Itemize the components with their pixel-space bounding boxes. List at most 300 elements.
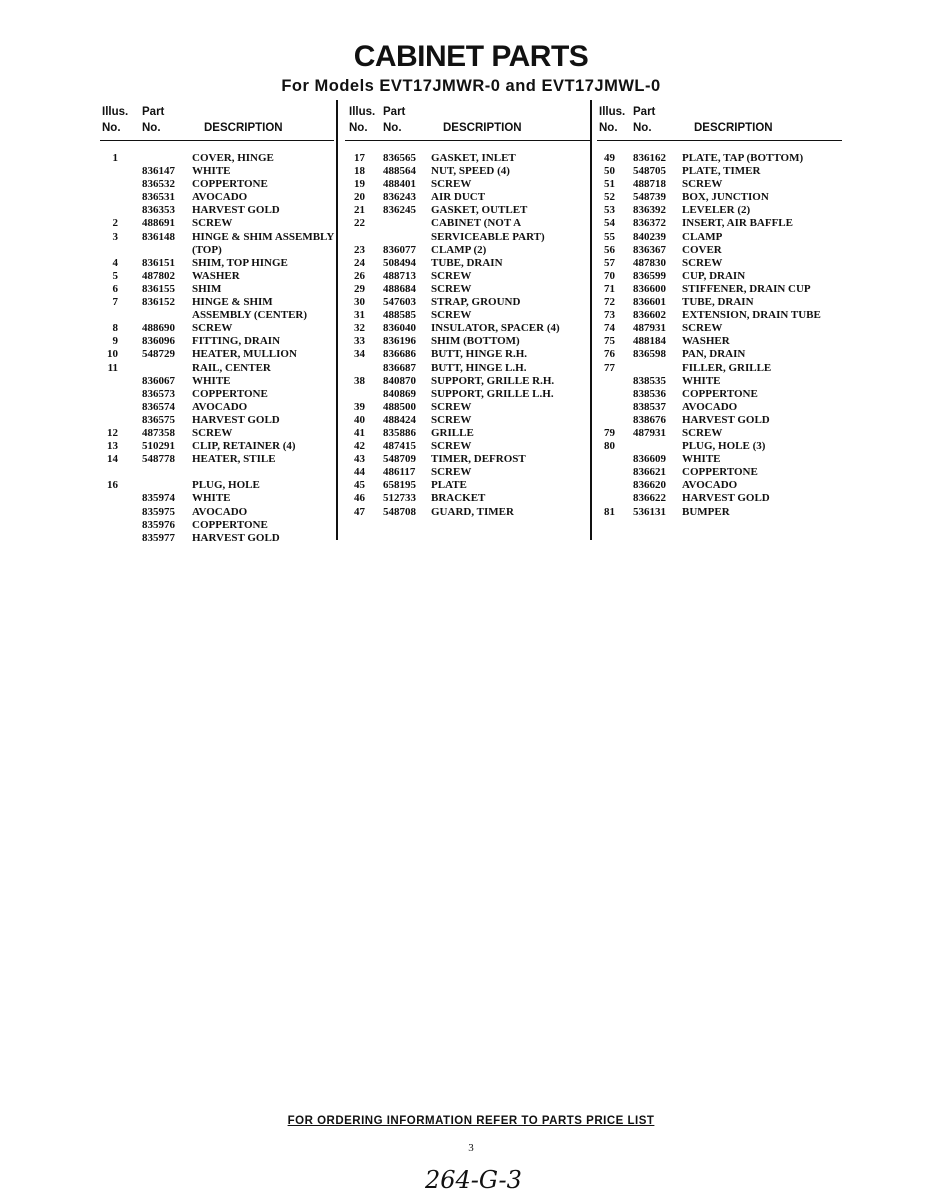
header-description: DESCRIPTION — [443, 122, 522, 134]
illus-no: 19 — [354, 178, 365, 191]
description: SCREW — [431, 440, 472, 453]
part-no: 836609 — [633, 453, 666, 466]
description: PAN, DRAIN — [682, 348, 746, 361]
part-no: 548739 — [633, 191, 666, 204]
table-row — [597, 427, 842, 440]
part-no: 548705 — [633, 165, 666, 178]
illus-no: 16 — [107, 479, 118, 492]
illus-no: 50 — [604, 165, 615, 178]
description: SCREW — [682, 322, 723, 335]
part-no: 512733 — [383, 492, 416, 505]
table-row — [100, 283, 334, 296]
table-row — [345, 191, 590, 204]
illus-no: 24 — [354, 256, 365, 269]
illus-no: 21 — [354, 204, 365, 217]
part-no: 836353 — [142, 204, 175, 217]
table-row — [345, 309, 590, 322]
part-no: 836600 — [633, 282, 666, 295]
description: HINGE & SHIM — [192, 296, 273, 309]
part-no: 548778 — [142, 453, 175, 466]
header-illus: Illus. — [599, 106, 626, 118]
header-part-no: No. — [633, 122, 652, 134]
table-row — [597, 178, 842, 191]
illus-no: 32 — [354, 322, 365, 335]
description: NUT, SPEED (4) — [431, 165, 510, 178]
illus-no: 45 — [354, 479, 365, 492]
table-row — [100, 231, 334, 244]
table-row — [597, 506, 842, 519]
table-row — [597, 388, 842, 401]
part-no: 488690 — [142, 322, 175, 335]
part-no: 835976 — [142, 518, 175, 531]
illus-no: 12 — [107, 426, 118, 439]
description: GRILLE — [431, 426, 474, 439]
table-row — [100, 453, 334, 466]
table-row — [100, 375, 334, 388]
part-no: 488564 — [383, 165, 416, 178]
header-part: Part — [633, 106, 656, 118]
part-no: 836147 — [142, 165, 175, 178]
part-no: 836574 — [142, 400, 175, 413]
part-no: 488684 — [383, 282, 416, 295]
description: AIR DUCT — [431, 191, 486, 204]
column-header — [597, 106, 842, 141]
description: SUPPORT, GRILLE R.H. — [431, 374, 555, 387]
part-no: 836077 — [383, 243, 416, 256]
description: WHITE — [192, 374, 231, 387]
description: AVOCADO — [192, 505, 248, 518]
table-row — [597, 231, 842, 244]
description: INSULATOR, SPACER (4) — [431, 322, 560, 335]
table-row — [100, 519, 334, 532]
header-illus: Illus. — [349, 106, 376, 118]
column-header — [100, 106, 334, 141]
header-part-no: No. — [383, 122, 402, 134]
illus-no: 20 — [354, 191, 365, 204]
table-row — [345, 231, 590, 244]
description: AVOCADO — [682, 400, 738, 413]
description: CLAMP (2) — [431, 243, 487, 256]
illus-no: 80 — [604, 440, 615, 453]
part-no: 836687 — [383, 361, 416, 374]
table-row — [345, 414, 590, 427]
table-row — [345, 178, 590, 191]
table-row — [345, 244, 590, 257]
illus-no: 52 — [604, 191, 615, 204]
table-row — [597, 204, 842, 217]
description: GASKET, OUTLET — [431, 204, 528, 217]
description: WHITE — [192, 492, 231, 505]
description: BUTT, HINGE L.H. — [431, 361, 527, 374]
description: CUP, DRAIN — [682, 269, 746, 282]
part-no: 840239 — [633, 230, 666, 243]
illus-no: 8 — [112, 322, 118, 335]
illus-no: 17 — [354, 152, 365, 164]
table-row — [345, 401, 590, 414]
part-no: 836367 — [633, 243, 666, 256]
header-illus-no: No. — [349, 122, 368, 134]
table-row — [100, 388, 334, 401]
illus-no: 5 — [112, 269, 118, 282]
description: SCREW — [431, 413, 472, 426]
illus-no: 38 — [354, 374, 365, 387]
part-no: 840870 — [383, 374, 416, 387]
description: COVER, HINGE — [192, 152, 274, 164]
description: COVER — [682, 243, 722, 256]
illus-no: 26 — [354, 269, 365, 282]
table-row — [345, 362, 590, 375]
table-row — [345, 165, 590, 178]
illus-no: 34 — [354, 348, 365, 361]
description: EXTENSION, DRAIN TUBE — [682, 309, 821, 322]
table-row — [345, 506, 590, 519]
table-row — [345, 217, 590, 230]
illus-no: 77 — [604, 361, 615, 374]
part-no: 487358 — [142, 426, 175, 439]
page-title: CABINET PARTS — [353, 40, 589, 73]
part-no: 488424 — [383, 413, 416, 426]
part-no: 836372 — [633, 217, 666, 230]
table-row — [597, 217, 842, 230]
part-no: 836162 — [633, 152, 666, 164]
table-row — [100, 362, 334, 375]
description: SCREW — [192, 322, 233, 335]
description: PLATE — [431, 479, 467, 492]
table-row — [597, 362, 842, 375]
part-no: 488691 — [142, 217, 175, 230]
illus-no: 9 — [112, 335, 118, 348]
part-no: 836245 — [383, 204, 416, 217]
illus-no: 74 — [604, 322, 615, 335]
description: SCREW — [682, 426, 723, 439]
illus-no: 18 — [354, 165, 365, 178]
illus-no: 57 — [604, 256, 615, 269]
part-no: 836622 — [633, 492, 666, 505]
part-no: 840869 — [383, 387, 416, 400]
part-no: 487931 — [633, 322, 666, 335]
header-part: Part — [383, 106, 406, 118]
description: TUBE, DRAIN — [431, 256, 503, 269]
illus-no: 41 — [354, 426, 365, 439]
table-row — [100, 479, 334, 492]
table-row — [100, 427, 334, 440]
illus-no: 51 — [604, 178, 615, 191]
table-row — [100, 152, 334, 165]
page-number: 3 — [468, 1142, 474, 1154]
description: BUTT, HINGE R.H. — [431, 348, 528, 361]
illus-no: 23 — [354, 243, 365, 256]
part-no: 486117 — [383, 466, 416, 479]
part-no: 658195 — [383, 479, 416, 492]
table-row — [100, 244, 334, 257]
description: SCREW — [431, 269, 472, 282]
description: SUPPORT, GRILLE L.H. — [431, 387, 554, 400]
description: LEVELER (2) — [682, 204, 751, 217]
illus-no: 22 — [354, 217, 365, 230]
part-no: 838536 — [633, 387, 666, 400]
description: STRAP, GROUND — [431, 296, 521, 309]
table-row — [100, 270, 334, 283]
description: SCREW — [431, 400, 472, 413]
part-no: 488500 — [383, 400, 416, 413]
parts-column-3 — [597, 106, 842, 519]
description: FILLER, GRILLE — [682, 361, 772, 374]
table-row — [597, 165, 842, 178]
illus-no: 75 — [604, 335, 615, 348]
part-no: 836155 — [142, 282, 175, 295]
description: HARVEST GOLD — [192, 204, 280, 217]
table-row — [345, 427, 590, 440]
illus-no: 76 — [604, 348, 615, 361]
part-no: 836575 — [142, 413, 175, 426]
part-no: 548709 — [383, 453, 416, 466]
illus-no: 14 — [107, 453, 118, 466]
table-row — [597, 152, 842, 165]
part-no: 836148 — [142, 230, 175, 243]
description: CLIP, RETAINER (4) — [192, 440, 296, 453]
table-row — [597, 191, 842, 204]
column-divider — [336, 100, 338, 540]
illus-no: 55 — [604, 230, 615, 243]
table-row — [597, 309, 842, 322]
description: COPPERTONE — [682, 387, 758, 400]
description: COPPERTONE — [192, 387, 268, 400]
part-no: 488184 — [633, 335, 666, 348]
description: AVOCADO — [682, 479, 738, 492]
table-row — [100, 348, 334, 361]
part-no: 508494 — [383, 256, 416, 269]
table-row — [100, 532, 334, 545]
description: HARVEST GOLD — [682, 413, 770, 426]
description: ASSEMBLY (CENTER) — [192, 309, 308, 322]
table-row — [345, 453, 590, 466]
description: WHITE — [192, 165, 231, 178]
parts-column-1 — [100, 106, 334, 545]
column-divider — [590, 100, 592, 540]
description: HEATER, MULLION — [192, 348, 297, 361]
part-no: 836686 — [383, 348, 416, 361]
part-no: 836602 — [633, 309, 666, 322]
description: SCREW — [192, 217, 233, 230]
part-no: 836392 — [633, 204, 666, 217]
illus-no: 43 — [354, 453, 365, 466]
table-row — [100, 401, 334, 414]
description: GUARD, TIMER — [431, 505, 514, 518]
description: WHITE — [682, 453, 721, 466]
illus-no: 73 — [604, 309, 615, 322]
part-no: 510291 — [142, 440, 175, 453]
table-row — [345, 479, 590, 492]
description: TIMER, DEFROST — [431, 453, 526, 466]
parts-column-2 — [345, 106, 590, 519]
table-row — [597, 401, 842, 414]
part-no: 836151 — [142, 256, 175, 269]
part-no: 836531 — [142, 191, 175, 204]
table-row — [597, 322, 842, 335]
table-row — [597, 466, 842, 479]
header-illus-no: No. — [102, 122, 121, 134]
illus-no: 33 — [354, 335, 365, 348]
handwritten-code: 264-G-3 — [425, 1166, 522, 1194]
description: COPPERTONE — [192, 518, 268, 531]
illus-no: 49 — [604, 152, 615, 164]
table-row — [345, 270, 590, 283]
table-row — [597, 335, 842, 348]
part-no: 488401 — [383, 178, 416, 191]
illus-no: 30 — [354, 296, 365, 309]
part-no: 836152 — [142, 296, 175, 309]
part-no: 836040 — [383, 322, 416, 335]
description: SHIM, TOP HINGE — [192, 256, 288, 269]
description: WHITE — [682, 374, 721, 387]
description: BUMPER — [682, 505, 730, 518]
part-no: 548729 — [142, 348, 175, 361]
part-no: 836573 — [142, 387, 175, 400]
illus-no: 71 — [604, 282, 615, 295]
illus-no: 81 — [604, 505, 615, 518]
table-row — [345, 375, 590, 388]
ordering-note — [0, 1115, 942, 1127]
header-part: Part — [142, 106, 165, 118]
illus-no: 11 — [107, 361, 118, 374]
description: INSERT, AIR BAFFLE — [682, 217, 793, 230]
illus-no: 2 — [112, 217, 118, 230]
illus-no: 56 — [604, 243, 615, 256]
description: COPPERTONE — [682, 466, 758, 479]
table-row — [100, 178, 334, 191]
description: HEATER, STILE — [192, 453, 276, 466]
description: PLUG, HOLE — [192, 479, 260, 492]
table-row — [100, 217, 334, 230]
description: SCREW — [431, 309, 472, 322]
part-no: 836532 — [142, 178, 175, 191]
table-row — [100, 335, 334, 348]
part-no: 836598 — [633, 348, 666, 361]
table-row — [345, 335, 590, 348]
illus-no: 42 — [354, 440, 365, 453]
description: SCREW — [431, 178, 472, 191]
table-row — [345, 257, 590, 270]
illus-no: 47 — [354, 505, 365, 518]
description: BRACKET — [431, 492, 486, 505]
part-no: 836067 — [142, 374, 175, 387]
description: SHIM — [192, 282, 222, 295]
table-row — [597, 244, 842, 257]
part-no: 487802 — [142, 269, 175, 282]
part-no: 836620 — [633, 479, 666, 492]
description: AVOCADO — [192, 400, 248, 413]
description: WASHER — [192, 269, 240, 282]
part-no: 488585 — [383, 309, 416, 322]
part-no: 835886 — [383, 426, 416, 439]
description: SCREW — [431, 466, 472, 479]
illus-no: 70 — [604, 269, 615, 282]
description: GASKET, INLET — [431, 152, 516, 164]
part-no: 488718 — [633, 178, 666, 191]
illus-no: 3 — [112, 230, 118, 243]
part-no: 836096 — [142, 335, 175, 348]
description: PLATE, TIMER — [682, 165, 761, 178]
description: FITTING, DRAIN — [192, 335, 281, 348]
part-no: 838676 — [633, 413, 666, 426]
part-no: 487931 — [633, 426, 666, 439]
description: WASHER — [682, 335, 730, 348]
description: STIFFENER, DRAIN CUP — [682, 282, 811, 295]
header-illus-no: No. — [599, 122, 618, 134]
illus-no: 7 — [112, 296, 118, 309]
header-description: DESCRIPTION — [204, 122, 283, 134]
table-row — [100, 506, 334, 519]
illus-no: 6 — [112, 282, 118, 295]
illus-no: 31 — [354, 309, 365, 322]
part-no: 836565 — [383, 152, 416, 164]
table-row — [345, 152, 590, 165]
part-no: 836621 — [633, 466, 666, 479]
part-no: 487415 — [383, 440, 416, 453]
part-no: 838535 — [633, 374, 666, 387]
illus-no: 4 — [112, 256, 118, 269]
description: SCREW — [431, 282, 472, 295]
header-description: DESCRIPTION — [694, 122, 773, 134]
ordering-note-text: FOR ORDERING INFORMATION REFER TO PARTS PRICE LIST — [287, 1115, 655, 1127]
description: SCREW — [192, 426, 233, 439]
table-row — [597, 492, 842, 505]
description: AVOCADO — [192, 191, 248, 204]
illus-no: 13 — [107, 440, 118, 453]
table-row — [345, 492, 590, 505]
table-row — [100, 165, 334, 178]
description: COPPERTONE — [192, 178, 268, 191]
part-no: 836599 — [633, 269, 666, 282]
illus-no: 1 — [112, 152, 118, 164]
table-row — [100, 322, 334, 335]
table-row — [597, 440, 842, 453]
part-no: 536131 — [633, 505, 666, 518]
description: PLATE, TAP (BOTTOM) — [682, 152, 804, 164]
description: HARVEST GOLD — [192, 413, 280, 426]
header-illus: Illus. — [102, 106, 129, 118]
illus-no: 10 — [107, 348, 118, 361]
description: HARVEST GOLD — [192, 531, 280, 544]
table-row — [100, 204, 334, 217]
part-no: 487830 — [633, 256, 666, 269]
page-subtitle: For Models EVT17JMWR-0 and EVT17JMWL-0 — [281, 77, 661, 95]
description: RAIL, CENTER — [192, 361, 271, 374]
header-part-no: No. — [142, 122, 161, 134]
table-row — [100, 440, 334, 453]
table-row — [597, 479, 842, 492]
part-no: 548708 — [383, 505, 416, 518]
description: SCREW — [682, 256, 723, 269]
description: HINGE & SHIM ASSEMBLY — [192, 230, 335, 243]
part-no: 488713 — [383, 269, 416, 282]
part-no: 836243 — [383, 191, 416, 204]
description: PLUG, HOLE (3) — [682, 440, 766, 453]
table-row — [100, 492, 334, 505]
table-row — [345, 440, 590, 453]
description: (TOP) — [192, 243, 222, 256]
description: HARVEST GOLD — [682, 492, 770, 505]
table-row — [597, 270, 842, 283]
illus-no: 54 — [604, 217, 615, 230]
description: CLAMP — [682, 230, 723, 243]
part-no: 547603 — [383, 296, 416, 309]
description: SERVICEABLE PART) — [431, 230, 545, 243]
table-row — [597, 348, 842, 361]
column-header — [345, 106, 590, 141]
part-no: 835974 — [142, 492, 175, 505]
part-no: 838537 — [633, 400, 666, 413]
